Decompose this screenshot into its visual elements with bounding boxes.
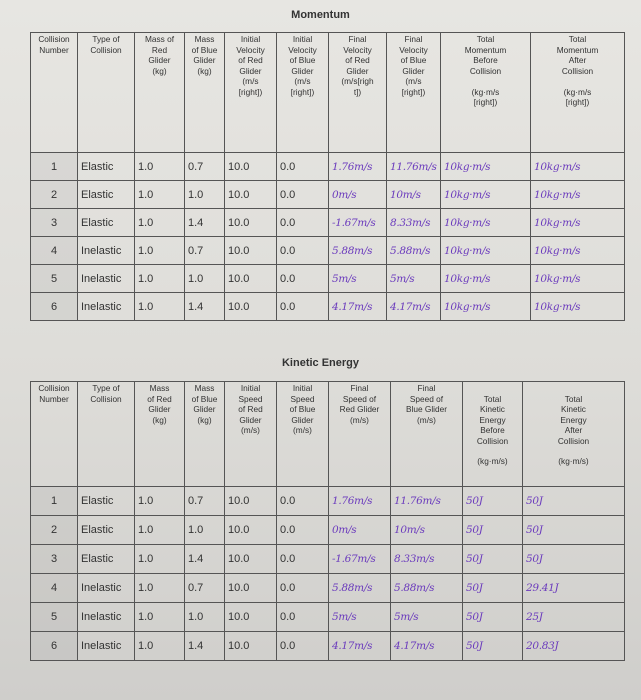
header-total-momentum-before: Total Momentum Before Collision (kg·m/s [right]) [441, 33, 531, 153]
cell-final-red: 5m/s [329, 603, 391, 632]
header-total-ke-after [523, 382, 625, 487]
cell-initial-red: 10.0 [225, 181, 277, 209]
table-row [31, 181, 625, 209]
cell-total-before: 50J [463, 603, 523, 632]
cell-mass-red: 1.0 [135, 237, 185, 265]
cell-final-blue: 4.17m/s [387, 293, 441, 321]
header-final-velocity-blue: Final Velocity of Blue Glider (m/s [right]) [387, 33, 441, 153]
cell-total-after: 20.83J [523, 632, 625, 661]
cell-collision-type: Inelastic [78, 632, 135, 661]
cell-final-blue: 10m/s [391, 516, 463, 545]
header-total-momentum-after: Total Momentum After Collision (kg·m/s [right]) [531, 33, 625, 153]
cell-mass-blue: 1.4 [185, 545, 225, 574]
cell-final-blue: 10m/s [387, 181, 441, 209]
cell-initial-red: 10.0 [225, 516, 277, 545]
table-row [31, 153, 625, 181]
cell-final-red: 5.88m/s [329, 574, 391, 603]
cell-total-before: 50J [463, 632, 523, 661]
cell-mass-blue: 0.7 [185, 574, 225, 603]
momentum-title: Momentum [291, 9, 350, 21]
cell-total-after: 10kg·m/s [531, 181, 625, 209]
cell-total-before: 10kg·m/s [441, 265, 531, 293]
cell-total-before: 10kg·m/s [441, 237, 531, 265]
cell-final-red: 5m/s [329, 265, 387, 293]
header-initial-velocity-blue: Initial Velocity of Blue Glider (m/s [right]) [277, 33, 329, 153]
cell-total-after: 50J [523, 545, 625, 574]
cell-initial-blue: 0.0 [277, 487, 329, 516]
table-row [31, 574, 625, 603]
cell-mass-blue: 1.0 [185, 265, 225, 293]
cell-initial-blue: 0.0 [277, 293, 329, 321]
cell-mass-blue: 1.4 [185, 293, 225, 321]
cell-collision-number: 3 [31, 209, 78, 237]
cell-total-after: 10kg·m/s [531, 265, 625, 293]
cell-initial-red: 10.0 [225, 265, 277, 293]
header-mass-blue: Mass of Blue Glider (kg) [185, 33, 225, 153]
cell-final-red: 0m/s [329, 181, 387, 209]
cell-collision-type: Elastic [78, 487, 135, 516]
cell-collision-type: Inelastic [78, 237, 135, 265]
cell-mass-red: 1.0 [135, 265, 185, 293]
cell-initial-blue: 0.0 [277, 603, 329, 632]
cell-mass-red: 1.0 [135, 545, 185, 574]
cell-mass-blue: 0.7 [185, 487, 225, 516]
cell-initial-blue: 0.0 [277, 545, 329, 574]
cell-collision-type: Elastic [78, 516, 135, 545]
cell-initial-red: 10.0 [225, 237, 277, 265]
header-collision-number: Collision Number [31, 382, 78, 487]
cell-total-before: 50J [463, 545, 523, 574]
cell-final-red: 5.88m/s [329, 237, 387, 265]
cell-total-before: 10kg·m/s [441, 153, 531, 181]
cell-collision-type: Inelastic [78, 574, 135, 603]
cell-initial-red: 10.0 [225, 487, 277, 516]
cell-collision-number: 6 [31, 632, 78, 661]
cell-total-after: 25J [523, 603, 625, 632]
cell-total-after: 10kg·m/s [531, 237, 625, 265]
cell-mass-blue: 1.0 [185, 603, 225, 632]
cell-final-blue: 8.33m/s [387, 209, 441, 237]
cell-total-after: 29.41J [523, 574, 625, 603]
cell-total-before: 50J [463, 574, 523, 603]
momentum-header-row [31, 33, 625, 153]
cell-initial-blue: 0.0 [277, 632, 329, 661]
table-row [31, 209, 625, 237]
cell-initial-blue: 0.0 [277, 153, 329, 181]
table-row [31, 603, 625, 632]
table-row [31, 516, 625, 545]
cell-initial-blue: 0.0 [277, 574, 329, 603]
cell-final-red: -1.67m/s [329, 545, 391, 574]
cell-collision-number: 1 [31, 153, 78, 181]
cell-final-red: 1.76m/s [329, 153, 387, 181]
table-row [31, 237, 625, 265]
table-row [31, 545, 625, 574]
header-type-of-collision: Type of Collision [78, 33, 135, 153]
header-initial-speed-blue: Initial Speed of Blue Glider (m/s) [277, 382, 329, 487]
cell-collision-type: Inelastic [78, 603, 135, 632]
cell-mass-blue: 1.0 [185, 516, 225, 545]
table-row [31, 293, 625, 321]
cell-mass-red: 1.0 [135, 603, 185, 632]
cell-final-red: -1.67m/s [329, 209, 387, 237]
table-row [31, 265, 625, 293]
cell-total-before: 50J [463, 487, 523, 516]
cell-final-red: 1.76m/s [329, 487, 391, 516]
cell-initial-red: 10.0 [225, 209, 277, 237]
cell-collision-type: Elastic [78, 181, 135, 209]
cell-initial-blue: 0.0 [277, 209, 329, 237]
cell-mass-red: 1.0 [135, 516, 185, 545]
cell-final-red: 4.17m/s [329, 632, 391, 661]
cell-final-blue: 4.17m/s [391, 632, 463, 661]
cell-initial-blue: 0.0 [277, 181, 329, 209]
cell-mass-red: 1.0 [135, 209, 185, 237]
kinetic-energy-title: Kinetic Energy [281, 357, 360, 369]
table-row [31, 487, 625, 516]
cell-mass-red: 1.0 [135, 487, 185, 516]
cell-collision-type: Elastic [78, 209, 135, 237]
cell-initial-blue: 0.0 [277, 237, 329, 265]
cell-final-blue: 5.88m/s [391, 574, 463, 603]
cell-total-after: 10kg·m/s [531, 209, 625, 237]
cell-collision-number: 1 [31, 487, 78, 516]
cell-total-before: 10kg·m/s [441, 209, 531, 237]
cell-total-after: 50J [523, 487, 625, 516]
cell-mass-red: 1.0 [135, 632, 185, 661]
cell-collision-number: 4 [31, 237, 78, 265]
cell-collision-number: 5 [31, 265, 78, 293]
cell-initial-blue: 0.0 [277, 265, 329, 293]
cell-collision-number: 5 [31, 603, 78, 632]
kinetic-energy-table [30, 381, 625, 661]
table-row [31, 632, 625, 661]
header-mass-blue: Mass of Blue Glider (kg) [185, 382, 225, 487]
header-final-speed-red: Final Speed of Red Glider (m/s) [329, 382, 391, 487]
header-mass-red: Mass of Red Glider (kg) [135, 382, 185, 487]
cell-total-before: 10kg·m/s [441, 181, 531, 209]
cell-collision-number: 3 [31, 545, 78, 574]
cell-mass-red: 1.0 [135, 574, 185, 603]
header-type-of-collision: Type of Collision [78, 382, 135, 487]
cell-total-after: 10kg·m/s [531, 293, 625, 321]
cell-collision-type: Inelastic [78, 265, 135, 293]
header-collision-number: Collision Number [31, 33, 78, 153]
cell-total-after: 10kg·m/s [531, 153, 625, 181]
cell-collision-type: Elastic [78, 153, 135, 181]
header-mass-red: Mass of Red Glider (kg) [135, 33, 185, 153]
cell-collision-type: Inelastic [78, 293, 135, 321]
cell-mass-blue: 0.7 [185, 237, 225, 265]
cell-initial-red: 10.0 [225, 632, 277, 661]
cell-initial-red: 10.0 [225, 603, 277, 632]
cell-mass-red: 1.0 [135, 293, 185, 321]
cell-collision-number: 6 [31, 293, 78, 321]
unit-ke-after: (kg·m/s) [558, 456, 589, 466]
cell-final-blue: 5.88m/s [387, 237, 441, 265]
cell-final-blue: 11.76m/s [391, 487, 463, 516]
cell-collision-number: 2 [31, 516, 78, 545]
cell-total-before: 50J [463, 516, 523, 545]
cell-total-after: 50J [523, 516, 625, 545]
cell-mass-blue: 1.4 [185, 632, 225, 661]
cell-initial-blue: 0.0 [277, 516, 329, 545]
cell-final-red: 0m/s [329, 516, 391, 545]
cell-initial-red: 10.0 [225, 574, 277, 603]
cell-final-red: 4.17m/s [329, 293, 387, 321]
cell-initial-red: 10.0 [225, 153, 277, 181]
cell-mass-blue: 1.4 [185, 209, 225, 237]
cell-initial-red: 10.0 [225, 545, 277, 574]
cell-mass-blue: 1.0 [185, 181, 225, 209]
cell-mass-red: 1.0 [135, 181, 185, 209]
cell-collision-type: Elastic [78, 545, 135, 574]
header-total-ke-before-text: Total Kinetic Energy Before Collision [476, 393, 509, 446]
cell-final-blue: 5m/s [391, 603, 463, 632]
header-initial-speed-red: Initial Speed of Red Glider (m/s) [225, 382, 277, 487]
header-final-speed-blue: Final Speed of Blue Glider (m/s) [391, 382, 463, 487]
cell-mass-blue: 0.7 [185, 153, 225, 181]
cell-mass-red: 1.0 [135, 153, 185, 181]
cell-total-before: 10kg·m/s [441, 293, 531, 321]
cell-collision-number: 2 [31, 181, 78, 209]
unit-ke-before: (kg·m/s) [477, 456, 508, 466]
cell-final-blue: 11.76m/s [387, 153, 441, 181]
header-total-ke-before [463, 382, 523, 487]
header-initial-velocity-red: Initial Velocity of Red Glider (m/s [right]) [225, 33, 277, 153]
cell-initial-red: 10.0 [225, 293, 277, 321]
kinetic-header-row [31, 382, 625, 487]
header-total-ke-after-text: Total Kinetic Energy After Collision [557, 393, 590, 446]
momentum-table [30, 32, 625, 321]
cell-final-blue: 8.33m/s [391, 545, 463, 574]
header-final-velocity-red: Final Velocity of Red Glider (m/s[righ t]) [329, 33, 387, 153]
cell-final-blue: 5m/s [387, 265, 441, 293]
cell-collision-number: 4 [31, 574, 78, 603]
